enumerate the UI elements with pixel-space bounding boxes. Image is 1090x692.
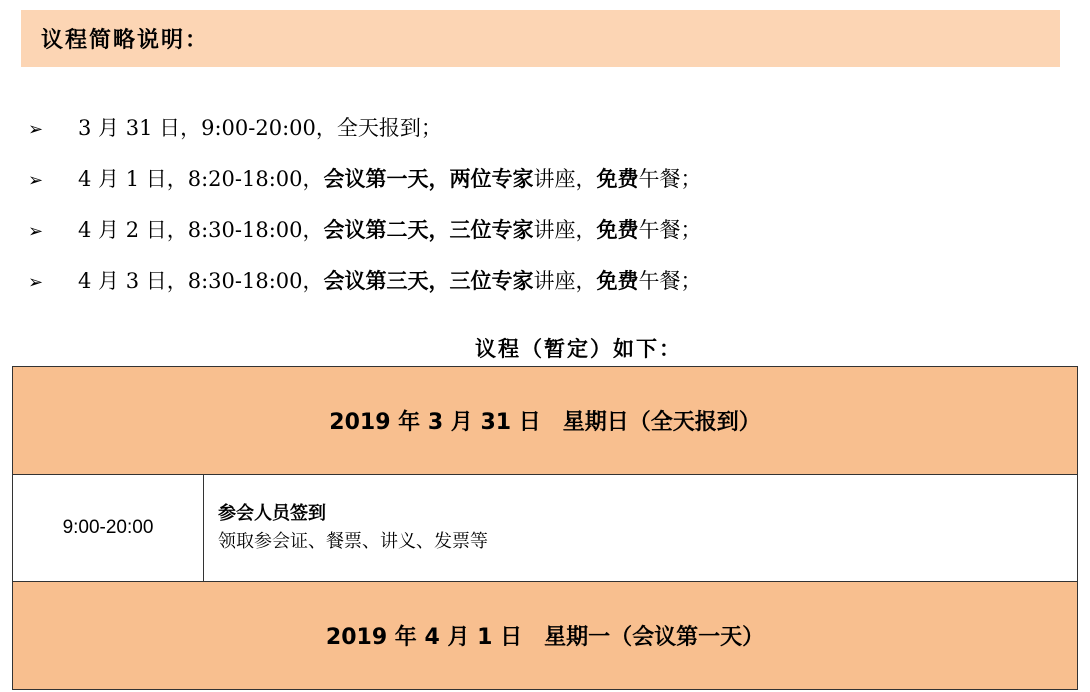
session-description — [204, 475, 1078, 582]
bullet-item — [28, 214, 702, 244]
bullet-text: 会议第三天，三位专家 — [323, 268, 534, 293]
arrow-bullet-icon: ➢ — [28, 170, 44, 191]
bullet-item — [28, 112, 442, 142]
agenda-title: 议程（暂定）如下： — [475, 336, 682, 361]
agenda-table — [12, 366, 1078, 690]
day-header: 2019 年 4 月 1 日 星期一（会议第一天） — [13, 582, 1078, 690]
bullet-text: 免费 — [596, 217, 639, 242]
table-row — [13, 475, 1078, 582]
bullet-text: 午餐； — [638, 218, 702, 242]
bullet-text: 4 月 3 日，8:30-18:00， — [78, 269, 324, 293]
arrow-bullet-icon: ➢ — [28, 272, 44, 293]
bullet-text: 4 月 2 日，8:30-18:00， — [78, 218, 324, 242]
bullet-text: 讲座， — [533, 218, 597, 242]
bullet-text: 午餐； — [638, 167, 702, 191]
arrow-bullet-icon: ➢ — [28, 119, 44, 140]
session-title: 参会人员签到 — [218, 503, 326, 524]
session-time: 9:00-20:00 — [13, 475, 204, 582]
summary-heading: 议程简略说明： — [41, 27, 210, 53]
bullet-text: 讲座， — [533, 269, 597, 293]
bullet-text: 免费 — [596, 166, 639, 191]
bullet-text: 讲座， — [533, 167, 597, 191]
session-detail: 领取参会证、餐票、讲义、发票等 — [218, 531, 488, 552]
bullet-text: 会议第二天，三位专家 — [323, 217, 534, 242]
bullet-item — [28, 265, 702, 295]
bullet-text: 会议第一天，两位专家 — [323, 166, 534, 191]
summary-header — [21, 10, 1060, 67]
bullet-text: 4 月 1 日，8:20-18:00， — [78, 167, 324, 191]
bullet-text: 免费 — [596, 268, 639, 293]
day-header: 2019 年 3 月 31 日 星期日（全天报到） — [13, 367, 1078, 475]
bullet-text: 午餐； — [638, 269, 702, 293]
bullet-item — [28, 163, 702, 193]
arrow-bullet-icon: ➢ — [28, 221, 44, 242]
bullet-text: 3 月 31 日，9:00-20:00，全天报到； — [78, 116, 442, 140]
